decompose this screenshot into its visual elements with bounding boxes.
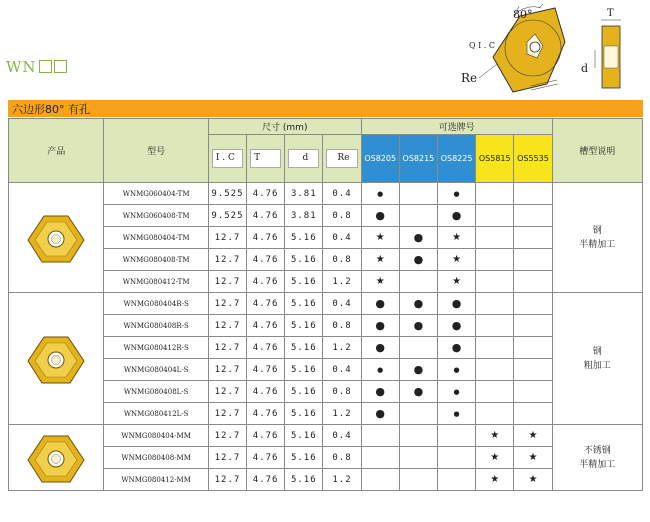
grade-cell (399, 315, 437, 337)
available-dot-mark: ● (413, 230, 424, 244)
col-header-dimensions: 尺寸 (mm) (208, 119, 361, 135)
available-dot-mark: ● (413, 318, 424, 332)
grade-cell (437, 425, 475, 447)
model-cell: WNMG080412-MM (104, 469, 208, 491)
table-row (9, 183, 643, 205)
dim-header-re (323, 135, 361, 183)
available-dot-mark: ● (451, 318, 462, 332)
table-row (9, 381, 643, 403)
available-dot-mark: ● (453, 189, 460, 198)
insert-dimension-diagram (455, 2, 645, 94)
section-title-bar (8, 100, 643, 117)
ic-cell: 12.7 (208, 315, 246, 337)
table-row (9, 469, 643, 491)
re-cell: 0.8 (323, 447, 361, 469)
t-label: T (607, 8, 614, 19)
ic-cell: 9.525 (208, 183, 246, 205)
grade-cell (361, 425, 399, 447)
d-cell: 5.16 (285, 403, 323, 425)
dim-header-d-label: d (288, 149, 319, 168)
grade-header-os8225: OS8225 (437, 135, 475, 183)
table-row (9, 403, 643, 425)
d-cell: 3.81 (285, 183, 323, 205)
grade-cell (361, 293, 399, 315)
grade-cell (437, 447, 475, 469)
grade-cell (399, 425, 437, 447)
t-cell: 4.76 (247, 271, 285, 293)
available-dot-mark: ● (375, 340, 386, 354)
grade-cell (514, 183, 552, 205)
chipbreaker-operation: 半精加工 (579, 459, 616, 470)
grade-cell (437, 227, 475, 249)
ic-label: Q I . C (469, 41, 496, 50)
grade-cell (476, 359, 514, 381)
available-dot-mark: ● (451, 208, 462, 222)
grade-header-os5815: OS5815 (476, 135, 514, 183)
col-header-chipbreaker: 槽型说明 (552, 119, 642, 183)
available-dot-mark: ● (453, 409, 460, 418)
re-cell: 0.8 (323, 315, 361, 337)
d-cell: 5.16 (285, 447, 323, 469)
dim-header-ic-label: I . C (212, 149, 243, 168)
product-image-cell (9, 183, 104, 293)
grade-cell (399, 359, 437, 381)
model-cell: WNMG080412R-S (104, 337, 208, 359)
chipbreaker-operation: 半精加工 (579, 239, 616, 250)
grade-cell (437, 403, 475, 425)
grade-cell (399, 183, 437, 205)
grade-header-os8205: OS8205 (361, 135, 399, 183)
table-row (9, 447, 643, 469)
grade-cell (476, 425, 514, 447)
ic-cell: 12.7 (208, 227, 246, 249)
t-cell: 4.76 (247, 249, 285, 271)
recommended-star-mark: ★ (528, 473, 538, 485)
grade-cell (476, 315, 514, 337)
re-leader (479, 64, 497, 78)
grade-cell (514, 271, 552, 293)
model-cell: WNMG080408-TM (104, 249, 208, 271)
grade-cell (361, 337, 399, 359)
t-cell: 4.76 (247, 337, 285, 359)
grade-cell (437, 359, 475, 381)
t-cell: 4.76 (247, 447, 285, 469)
dim-header-ic (208, 135, 246, 183)
dim-header-re-label: Re (326, 149, 357, 168)
grade-cell (361, 315, 399, 337)
recommended-star-mark: ★ (375, 231, 385, 243)
table-row (9, 337, 643, 359)
d-cell: 5.16 (285, 271, 323, 293)
grade-cell (476, 205, 514, 227)
spec-table-body (9, 183, 643, 491)
chipbreaker-material: 钢 (592, 346, 602, 357)
t-cell: 4.76 (247, 293, 285, 315)
available-dot-mark: ● (375, 406, 386, 420)
grade-cell (399, 337, 437, 359)
grade-cell (437, 271, 475, 293)
grade-cell (514, 205, 552, 227)
chipbreaker-material: 不锈钢 (583, 445, 611, 456)
table-row (9, 359, 643, 381)
available-dot-mark: ● (413, 384, 424, 398)
grade-cell (476, 447, 514, 469)
t-cell: 4.76 (247, 381, 285, 403)
re-cell: 0.8 (323, 249, 361, 271)
d-cell: 5.16 (285, 359, 323, 381)
chipbreaker-cell (552, 183, 642, 293)
grade-cell (476, 293, 514, 315)
grade-cell (399, 403, 437, 425)
t-cell: 4.76 (247, 315, 285, 337)
grade-cell (514, 227, 552, 249)
grade-header-os8215: OS8215 (399, 135, 437, 183)
table-row (9, 227, 643, 249)
grade-cell (514, 425, 552, 447)
table-row (9, 315, 643, 337)
re-cell: 0.8 (323, 205, 361, 227)
hole-section (604, 46, 618, 68)
section-title: 六边形80° 有孔 (12, 103, 90, 116)
grade-cell (437, 293, 475, 315)
model-cell: WNMG080404-MM (104, 425, 208, 447)
grade-cell (476, 249, 514, 271)
grade-cell (361, 249, 399, 271)
table-row (9, 249, 643, 271)
d-cell: 5.16 (285, 227, 323, 249)
re-cell: 1.2 (323, 403, 361, 425)
chipbreaker-cell (552, 425, 642, 491)
model-cell: WNMG080412-TM (104, 271, 208, 293)
grade-cell (514, 447, 552, 469)
grade-cell (514, 315, 552, 337)
recommended-star-mark: ★ (375, 253, 385, 265)
re-cell: 1.2 (323, 469, 361, 491)
model-cell: WNMG080408L-S (104, 381, 208, 403)
re-cell: 0.4 (323, 227, 361, 249)
insert-hole (530, 42, 540, 52)
re-cell: 0.4 (323, 293, 361, 315)
insert-image (24, 331, 88, 387)
available-dot-mark: ● (375, 296, 386, 310)
chipbreaker-material: 钢 (592, 225, 602, 236)
grade-cell (361, 469, 399, 491)
available-dot-mark: ● (413, 362, 424, 376)
model-cell: WNMG080404-TM (104, 227, 208, 249)
ic-cell: 12.7 (208, 447, 246, 469)
grade-cell (399, 293, 437, 315)
angle-label: 80° (513, 8, 533, 21)
model-cell: WNMG080404R-S (104, 293, 208, 315)
available-dot-mark: ● (375, 208, 386, 222)
model-cell: WNMG080408R-S (104, 315, 208, 337)
grade-cell (514, 359, 552, 381)
grade-cell (399, 271, 437, 293)
spec-table (8, 118, 643, 491)
available-dot-mark: ● (375, 384, 386, 398)
ic-cell: 12.7 (208, 337, 246, 359)
grade-cell (361, 205, 399, 227)
available-dot-mark: ● (377, 365, 384, 374)
grade-cell (361, 359, 399, 381)
grade-cell (399, 447, 437, 469)
grade-cell (361, 183, 399, 205)
model-cell: WNMG060404-TM (104, 183, 208, 205)
ic-cell: 12.7 (208, 425, 246, 447)
series-code (6, 58, 67, 76)
col-header-product: 产品 (9, 119, 104, 183)
grade-cell (514, 381, 552, 403)
grade-cell (399, 249, 437, 271)
recommended-star-mark: ★ (528, 429, 538, 441)
model-cell: WNMG080408-MM (104, 447, 208, 469)
table-row (9, 271, 643, 293)
ic-cell: 12.7 (208, 293, 246, 315)
ic-cell: 12.7 (208, 469, 246, 491)
available-dot-mark: ● (453, 365, 460, 374)
t-cell: 4.76 (247, 403, 285, 425)
placeholder-box (39, 60, 52, 73)
chipbreaker-cell (552, 293, 642, 425)
dim-header-t (247, 135, 285, 183)
t-cell: 4.76 (247, 359, 285, 381)
re-cell: 1.2 (323, 337, 361, 359)
grade-cell (476, 271, 514, 293)
grade-cell (399, 381, 437, 403)
grade-cell (361, 381, 399, 403)
t-cell: 4.76 (247, 227, 285, 249)
grade-cell (476, 227, 514, 249)
grade-header-os5535: OS5535 (514, 135, 552, 183)
re-cell: 0.4 (323, 425, 361, 447)
d-label: d (581, 62, 589, 75)
grade-cell (437, 337, 475, 359)
placeholder-box (54, 60, 67, 73)
re-cell: 0.4 (323, 359, 361, 381)
t-cell: 4.76 (247, 469, 285, 491)
d-cell: 5.16 (285, 315, 323, 337)
grade-cell (361, 447, 399, 469)
grade-cell (476, 337, 514, 359)
grade-cell (361, 403, 399, 425)
available-dot-mark: ● (375, 318, 386, 332)
grade-cell (361, 227, 399, 249)
d-cell: 5.16 (285, 381, 323, 403)
chipbreaker-operation: 粗加工 (583, 360, 611, 371)
grade-cell (514, 469, 552, 491)
col-header-grades: 可选牌号 (361, 119, 552, 135)
recommended-star-mark: ★ (375, 275, 385, 287)
model-cell: WNMG080404L-S (104, 359, 208, 381)
t-cell: 4.76 (247, 205, 285, 227)
grade-cell (437, 315, 475, 337)
grade-cell (437, 249, 475, 271)
recommended-star-mark: ★ (490, 451, 500, 463)
grade-cell (399, 205, 437, 227)
ic-cell: 12.7 (208, 271, 246, 293)
table-row (9, 293, 643, 315)
model-cell: WNMG080412L-S (104, 403, 208, 425)
d-cell: 5.16 (285, 293, 323, 315)
available-dot-mark: ● (377, 189, 384, 198)
insert-image (24, 430, 88, 486)
recommended-star-mark: ★ (528, 451, 538, 463)
d-cell: 5.16 (285, 425, 323, 447)
recommended-star-mark: ★ (452, 275, 462, 287)
ic-cell: 12.7 (208, 249, 246, 271)
recommended-star-mark: ★ (490, 429, 500, 441)
grade-cell (437, 183, 475, 205)
dim-header-t-label: T (250, 149, 281, 168)
re-cell: 1.2 (323, 271, 361, 293)
available-dot-mark: ● (453, 387, 460, 396)
re-cell: 0.8 (323, 381, 361, 403)
d-cell: 5.16 (285, 337, 323, 359)
ic-cell: 12.7 (208, 403, 246, 425)
grade-cell (437, 205, 475, 227)
recommended-star-mark: ★ (452, 231, 462, 243)
table-row (9, 205, 643, 227)
available-dot-mark: ● (413, 296, 424, 310)
grade-cell (514, 337, 552, 359)
ic-cell: 12.7 (208, 359, 246, 381)
grade-cell (514, 249, 552, 271)
ic-cell: 9.525 (208, 205, 246, 227)
grade-cell (476, 381, 514, 403)
product-image-cell (9, 293, 104, 425)
insert-image (24, 210, 88, 266)
grade-cell (399, 227, 437, 249)
grade-cell (437, 469, 475, 491)
available-dot-mark: ● (413, 252, 424, 266)
grade-cell (514, 403, 552, 425)
re-label: Re (461, 71, 478, 85)
t-cell: 4.76 (247, 183, 285, 205)
dim-header-d (285, 135, 323, 183)
available-dot-mark: ● (451, 296, 462, 310)
product-image-cell (9, 425, 104, 491)
available-dot-mark: ● (451, 340, 462, 354)
grade-cell (476, 469, 514, 491)
grade-cell (361, 271, 399, 293)
recommended-star-mark: ★ (490, 473, 500, 485)
d-cell: 5.16 (285, 469, 323, 491)
col-header-model: 型号 (104, 119, 208, 183)
grade-cell (437, 381, 475, 403)
series-code-text: WN (6, 58, 37, 76)
grade-cell (476, 403, 514, 425)
grade-cell (399, 469, 437, 491)
table-row (9, 425, 643, 447)
grade-cell (514, 293, 552, 315)
d-cell: 5.16 (285, 249, 323, 271)
grade-cell (476, 183, 514, 205)
re-cell: 0.4 (323, 183, 361, 205)
d-cell: 3.81 (285, 205, 323, 227)
ic-cell: 12.7 (208, 381, 246, 403)
model-cell: WNMG060408-TM (104, 205, 208, 227)
t-cell: 4.76 (247, 425, 285, 447)
recommended-star-mark: ★ (452, 253, 462, 265)
